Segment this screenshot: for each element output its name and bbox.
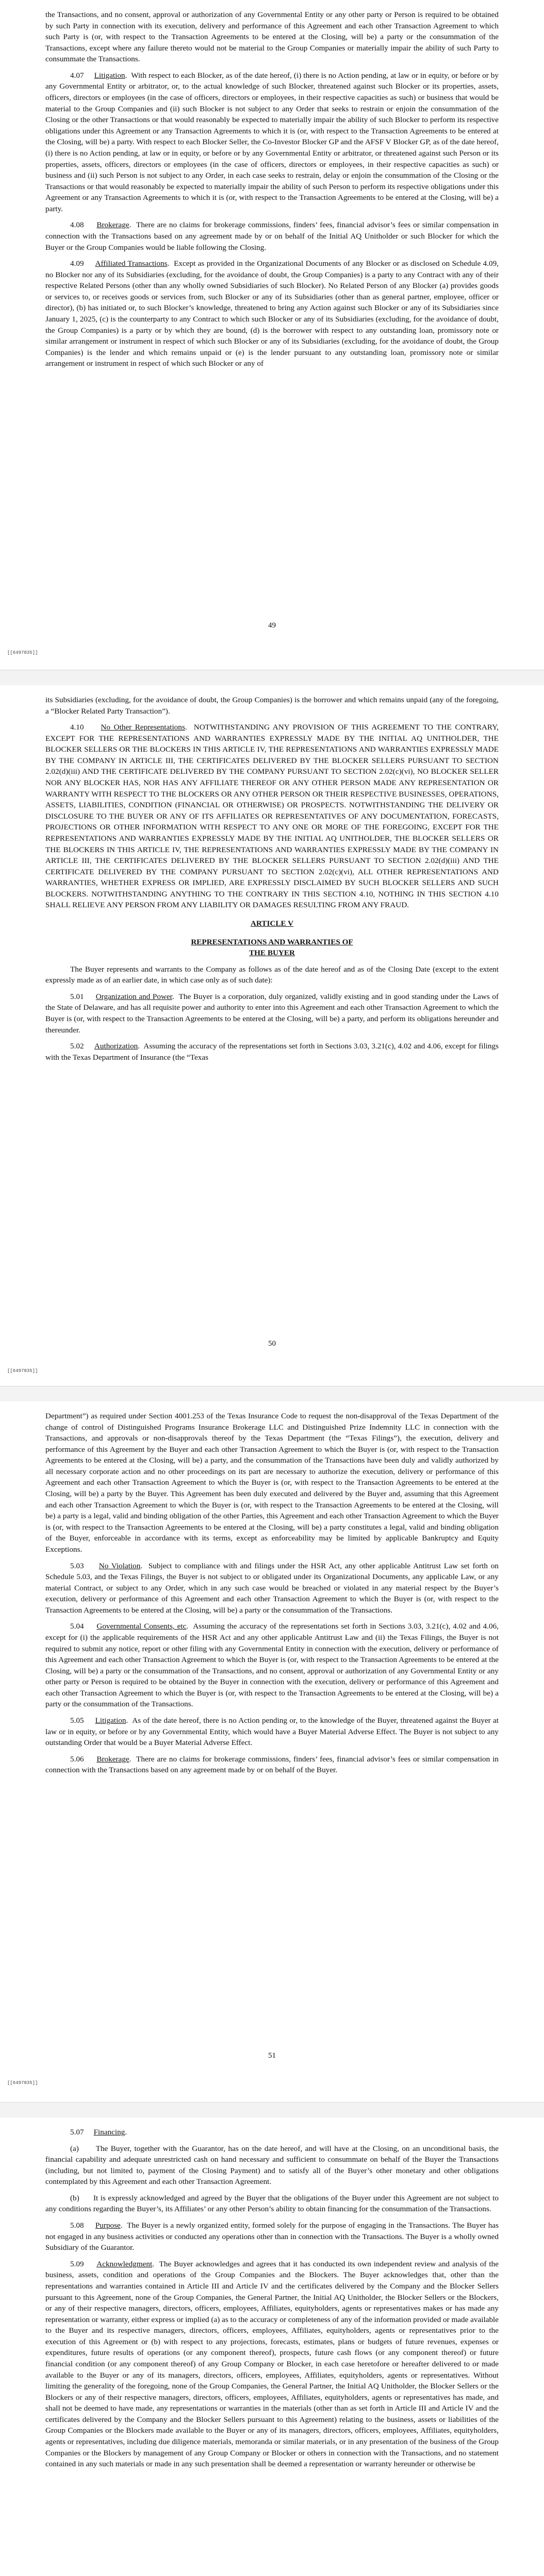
section-text: There are no claims for brokerage commissions, finders’ fees, financial advisor’s fees or similar compensation in connection with the Transactions based on any agreement made by or on behalf of the Buyer. bbox=[45, 1754, 499, 1775]
page-52 bbox=[0, 2117, 544, 2576]
section-text: NOTWITHSTANDING ANY PROVISION OF THIS AGREEMENT TO THE CONTRARY, EXCEPT FOR THE REPRESENTATIONS AND WARRANTIES EXPRESSLY MADE BY THE INITIAL AQ UNITHOLDER, THE BLOCKER SELLERS OR THE BLOCKERS IN THIS ARTICLE IV, THE REPRESENTATIONS AND WARRANTIES EXPRESSLY MADE BY THE COMPANY IN ARTICLE III, THE CERTIFICATES DELIVERED BY THE BLOCKER SELLERS PURSUANT TO SECTION 2.02(d)(iii) AND THE CERTIFICATE DELIVERED BY THE COMPANY PURSUANT TO SECTION 2.02(c)(vi), NO BLOCKER SELLER NOR ANY BLOCKER HAS, NOR HAS ANY AFFILIATE THEREOF OR ANY OTHER PERSON MADE ANY REPRESENTATION OR WARRANTY WITH RESPECT TO THE BLOCKERS OR ANY OTHER PERSON OR THEIR RESPECTIVE BUSINESSES, OPERATIONS, ASSETS, LIABILITIES, CONDITION (FINANCIAL OR OTHERWISE) OR PROSPECTS. NOTWITHSTANDING THE DELIVERY OR DISCLOSURE TO THE BUYER OR ANY OF ITS AFFILIATES OR REPRESENTATIVES OF ANY DOCUMENTATION, FORECASTS, PROJECTIONS OR OTHER INFORMATION WITH RESPECT TO ANY ONE OR MORE OF THE FOREGOING, EXCEPT FOR THE REPRESENTATIONS AND WARRANTIES EXPRESSLY MADE BY THE INITIAL AQ UNITHOLDER, THE BLOCKER SELLERS OR THE BLOCKERS IN THIS ARTICLE IV, THE REPRESENTATIONS AND WARRANTIES EXPRESSLY MADE BY THE COMPANY IN ARTICLE III, THE CERTIFICATES DELIVERED BY THE BLOCKER SELLERS PURSUANT TO SECTION 2.02(d)(iii) AND THE CERTIFICATE DELIVERED BY THE COMPANY PURSUANT TO SECTION 2.02(c)(vi), ALL OTHER REPRESENTATIONS AND WARRANTIES, WHETHER EXPRESS OR IMPLIED, ARE EXPRESSLY DISCLAIMED BY SUCH BLOCKER SELLERS AND SUCH BLOCKERS. NOTWITHSTANDING ANYTHING TO THE CONTRARY IN THIS SECTION 4.10, NOTHING IN THIS SECTION 4.10 SHALL RELIEVE ANY PERSON FROM ANY LIABILITY OR DAMAGES RESULTING FROM ANY FRAUD. bbox=[45, 723, 499, 910]
article-label: ARTICLE V bbox=[250, 919, 294, 928]
section-text: As of the date hereof, there is no Action pending or, to the knowledge of the Buyer, threatened against the Buyer at law or in equity, or before or by any Governmental Entity, which would have a Buyer Material Adverse Effect. The Buyer is not subject to any outstanding Order that would be a Buyer Material Adverse Effect. bbox=[45, 1716, 499, 1748]
section-number: 4.09 bbox=[70, 259, 84, 268]
paragraph: The Buyer represents and warrants to the Company as follows as of the date hereof and as of the Closing Date (except to the extent expressly made as of an earlier date, in which case only as of such date): bbox=[45, 964, 499, 985]
section-number: 5.08 bbox=[70, 2221, 84, 2230]
section-5-05: 5.05 Litigation. As of the date hereof, there is no Action pending or, to the knowledge of the Buyer, threatened against the Buyer at law or in equity, or before or by any Governmental Entity, which would have a Buyer Material Adverse Effect. The Buyer is not subject to any outstanding Order that would be a Buyer Material Adverse Effect. bbox=[45, 1716, 499, 1748]
page-separator bbox=[0, 1386, 544, 1402]
document-footer-id: [[6497835]] bbox=[7, 1368, 38, 1374]
subsection-b bbox=[45, 2193, 499, 2215]
section-title: Litigation bbox=[94, 71, 125, 80]
section-number: 5.04 bbox=[70, 1622, 84, 1631]
section-number: 4.10 bbox=[70, 723, 84, 732]
page-number: 50 bbox=[268, 1340, 276, 1348]
section-number: 5.06 bbox=[70, 1754, 84, 1764]
page-50-content bbox=[45, 694, 499, 1068]
section-title: Acknowledgment bbox=[96, 2259, 153, 2268]
section-5-08: 5.08 Purpose. The Buyer is a newly organized entity, formed solely for the purpose of engaging in the Transactions. The Buyer has not engaged in any business activities or conducted any operations other than in connection with the Transactions. The Buyer is a wholly owned Subsidiary of the Guarantor. bbox=[45, 2221, 499, 2252]
subsection-label: (a) bbox=[70, 2144, 79, 2153]
section-title: Organization and Power bbox=[95, 992, 172, 1001]
document-footer-id: [[6497835]] bbox=[7, 650, 38, 655]
section-number: 5.09 bbox=[70, 2259, 84, 2268]
section-5-02: 5.02 Authorization. Assuming the accuracy of the representations set forth in Sections 3.03, 3.21(c), 4.02 and 4.06, except for filings with the Texas Department of Insurance (the “Texas bbox=[45, 1042, 499, 1062]
section-title: Brokerage bbox=[96, 1754, 129, 1764]
paragraph: its Subsidiaries (excluding, for the avoidance of doubt, the Group Companies) is the borrower and which remains unpaid (any of the foregoing, a “Blocker Related Party Transaction”). bbox=[45, 696, 499, 716]
section-title: Brokerage bbox=[96, 221, 129, 230]
section-4-09: 4.09 Affiliated Transactions. Except as provided in the Organizational Documents of any Blocker or as disclosed on Schedule 4.09, no Blocker nor any of its Subsidiaries (excluding, for the avoidance of doubt, the Group Companies) is a party to any Contract with any of their respective Related Persons (other than any wholly owned Subsidiaries of such Blocker). No Related Person of any Blocker (a) provides goods or services to, or receives goods or services from, such Blocker or any of its Subsidiaries (other than as general partner, employee, officer or director), (b) has initiated or, to such Blocker’s knowledge, threatened to bring any Action against such Blocker or any of its Subsidiaries since January 1, 2025, (c) is the counterparty to any Contract to which such Blocker or any of its Subsidiaries (excluding, for the avoidance of doubt, the Group Companies) is a party or by which they are bound, (d) is the borrower with respect to any outstanding loan, promissory note or similar arrangement or instrument in respect of which such Blocker or any of its Subsidiaries (excluding, for the avoidance of doubt, the Group Companies) is the lender and which remains unpaid or (e) is the lender pursuant to any outstanding loan, promissory note or similar arrangement or instrument in respect of which such Blocker or any of bbox=[45, 259, 499, 368]
subsection-a bbox=[45, 2143, 499, 2188]
page-separator bbox=[0, 2102, 544, 2119]
paragraph: Department”) as required under Section 4001.253 of the Texas Insurance Code to request the non-disapproval of the Texas Department of the change of control of Distinguished Programs Insurance Brokerage LLC and Distinguished Prize Indemnity LLC in connection with the Transactions, and approvals or non-disapprovals thereof by the Texas Department (the “Texas Filings”), the execution, delivery and performance of this Agreement by the Buyer and each other Transaction Agreement to which the Buyer is (or, with respect to the Transaction Agreements to be entered at the Closing, will be) a party, and the consummation of the Transactions have been duly and validly authorized by all necessary corporate action and no other proceedings on its part are necessary to authorize the execution, delivery or performance of this Agreement and each other Transaction Agreement to which the Buyer is (or, with respect to the Transaction Agreements to be entered at the Closing, will be) a party by the Buyer. This Agreement has been duly executed and delivered by the Buyer and, assuming that this Agreement and each other Transaction Agreement to which the Buyer is (or, with respect to the Transaction Agreements to be entered at the Closing, will be) a party is a legal, valid and binding obligation of the other Parties, this Agreement and each other Transaction Agreement to which the Buyer is (or, with respect to the Transaction Agreements to be entered at the Closing, will be) a party constitutes a legal, valid and binding obligation of the Buyer, enforceable in accordance with its terms, except as enforceability may be limited by applicable Bankruptcy and Equity Exceptions. bbox=[45, 1412, 499, 1554]
section-title: Financing bbox=[93, 2128, 125, 2137]
page-50 bbox=[0, 685, 544, 1386]
section-4-08: 4.08 Brokerage. There are no claims for brokerage commissions, finders’ fees, financial advisor’s fees or similar compensation in connection with the Transactions based on any agreement made by or on behalf of the Initial AQ Unitholder or such Blocker for which the Buyer or the Group Companies would be liable following the Closing. bbox=[45, 221, 499, 252]
section-5-03: 5.03 No Violation. Subject to compliance with and filings under the HSR Act, any other applicable Antitrust Law set forth on Schedule 5.03, and the Texas Filings, the Buyer is not subject to or obligated under its Organizational Documents, any applicable Law, or any material Contract, or subject to any Order, which in any such case would be breached or violated in any material respect by the Buyer’s execution, delivery or performance of this Agreement and each other Transaction Agreement to which the Buyer is (or, with respect to the Transaction Agreements to be entered at the Closing, will be) a party or the consummation of the Transactions. bbox=[45, 1561, 499, 1615]
section-title: Affiliated Transactions bbox=[95, 259, 168, 268]
page-51 bbox=[0, 1401, 544, 2102]
section-text: The Buyer, together with the Guarantor, has on the date hereof, and will have at the Closing, on an unconditional basis, the financial capability and adequate unrestricted cash on hand necessary and sufficient to consummate on behalf of the Buyer the Transactions (including, but not limited to, payment of the Closing Payment) and to satisfy all of the Buyer’s other monetary and other obligations contemplated by this Agreement and each other Transaction Agreement. bbox=[45, 2144, 499, 2187]
section-title: Authorization bbox=[94, 1042, 138, 1051]
section-text: Except as provided in the Organizational Documents of any Blocker or as disclosed on Schedule 4.09, no Blocker nor any of its Subsidiaries (excluding, for the avoidance of doubt, the Group Companies) is a party to any Contract with any of their respective Related Persons (other than any wholly owned Subsidiaries of such Blocker). No Related Person of any Blocker (a) provides goods or services to, or receives goods or services from, such Blocker or any of its Subsidiaries (other than as general partner, employee, officer or director), (b) has initiated or, to such Blocker’s knowledge, threatened to bring any Action against such Blocker or any of its Subsidiaries since January 1, 2025, (c) is the counterparty to any Contract to which such Blocker or any of its Subsidiaries (excluding, for the avoidance of doubt, the Group Companies) is a party or by which they are bound, (d) is the borrower with respect to any outstanding loan, promissory note or similar arrangement or instrument in respect of which such Blocker or any of its Subsidiaries (excluding, for the avoidance of doubt, the Group Companies) is the lender and which remains unpaid or (e) is the lender pursuant to any outstanding loan, promissory note or similar arrangement or instrument in respect of which such Blocker or any of bbox=[45, 259, 499, 368]
section-4-07: 4.07 Litigation. With respect to each Blocker, as of the date hereof, (i) there is no Action pending, at law or in equity, or before or by any Governmental Entity or arbitrator, or, to the actual knowledge of such Blocker, threatened against such Blocker or its properties, assets, officers, directors or employees (in the case of officers, directors or employees, in their respective capacities as such) or business that would be material to the Group Companies and (ii) such Blocker is not subject to any Order that seeks to restrain or enjoin the consummation of the Closing or the other Transactions or that would reasonably be expected to materially impair the ability of such Blocker to perform its respective obligations under this Agreement or any Transaction Agreements to which it is (or, with respect to the Transaction Agreements to be entered at the Closing, will be) a party. With respect to each Blocker Seller, the Co-Investor Blocker GP and the AFSF V Blocker GP, as of the date hereof, (i) there is no Action pending, at law or in equity, or before or by any Governmental Entity or arbitrator, or threatened against such Person or its properties, assets, officers, directors or employees (in the case of officers, directors or employees, in their respective capacities as such) or business and (ii) such Person is not subject to any Order, in each case seeks to restrain, delay or enjoin the consummation of the Closing or the Transactions or that would reasonably be expected to materially impair the ability of such Person to perform its respective obligations under this Agreement or any Transaction Agreements to which it is (or, with respect to the Transaction Agreements to be entered at the Closing, will be) a party. bbox=[45, 71, 499, 213]
section-text: The Buyer is a corporation, duly organized, validly existing and in good standing under the Laws of the State of Delaware, and has all requisite power and authority to enter into this Agreement and each other Transaction Agreement to which the Buyer is (or, with respect to the Transaction Agreements to be entered at the Closing, will be) a party, and perform its obligations hereunder and thereunder. bbox=[45, 992, 499, 1035]
page-number: 49 bbox=[268, 621, 276, 630]
section-text: There are no claims for brokerage commissions, finders’ fees, financial advisor’s fees or similar compensation in connection with the Transactions based on any agreement made by or on behalf of the Initial AQ Unitholder or such Blocker for which the Buyer or the Group Companies would be liable following the Closing. bbox=[45, 221, 499, 252]
page-49-content bbox=[45, 9, 499, 375]
paragraph: the Transactions, and no consent, approval or authorization of any Governmental Entity or any other party or Person is required to be obtained by such Party in connection with its execution, delivery and performance of this Agreement and each other Transaction Agreement to which such Party is (or, with respect to the Transaction Agreements to be entered at the Closing, will be) a party or the consummation of the Transactions, except where any failure thereto would not be material to the Group Companies or materially impair the ability of such Party to consummate the Transactions. bbox=[45, 10, 499, 64]
section-5-04: 5.04 Governmental Consents, etc. Assuming the accuracy of the representations set forth in Sections 3.03, 3.21(c), 4.02 and 4.06, except for (i) the applicable requirements of the HSR Act and any other applicable Antitrust Law and (ii) the Texas Filings, the Buyer is not required to submit any notice, report or other filing with any Governmental Entity in connection with the execution, delivery or performance of this Agreement and each other Transaction Agreement to which the Buyer is (or, with respect to the Transaction Agreements to be entered at the Closing, will be) a party or the consummation of the Transactions, and no consent, approval or authorization of any Governmental Entity or any other party or Person is required to be obtained by the Buyer in connection with the execution, delivery or performance of this Agreement and each other Transaction Agreement to which the Buyer is (or, with respect to the Transaction Agreements to be entered at the Closing, will be) a party or the consummation of the Transactions. bbox=[45, 1622, 499, 1709]
section-text: Assuming the accuracy of the representations set forth in Sections 3.03, 3.21(c), 4.02 and 4.06, except for (i) the applicable requirements of the HSR Act and any other applicable Antitrust Law and (ii) the Texas Filings, the Buyer is not required to submit any notice, report or other filing with any Governmental Entity in connection with the execution, delivery or performance of this Agreement and each other Transaction Agreement to which the Buyer is (or, with respect to the Transaction Agreements to be entered at the Closing, will be) a party or the consummation of the Transactions, and no consent, approval or authorization of any Governmental Entity or any other party or Person is required to be obtained by the Buyer in connection with the execution, delivery or performance of this Agreement and each other Transaction Agreement to which the Buyer is (or, with respect to the Transaction Agreements to be entered at the Closing, will be) a party or the consummation of the Transactions. bbox=[45, 1622, 499, 1709]
section-5-09: 5.09 Acknowledgment. The Buyer acknowledges and agrees that it has conducted its own independent review and analysis of the business, assets, condition and operations of the Group Companies and the Blockers. The Buyer acknowledges that, other than the representations and warranties contained in Article III and Article IV and the certificates delivered by the Company and the Blocker Sellers pursuant to this Agreement, none of the Group Companies, the General Partner, the Initial AQ Unitholder, the Blocker Sellers or the Blockers, or any of their respective managers, directors, officers, employees, Affiliates, equityholders, agents or representatives makes or has made any representation or warranty, either express or implied (a) as to the accuracy or completeness of any of the information provided or made available to the Buyer and its respective managers, directors, officers, employees, Affiliates, equityholders, agents or representatives prior to the execution of this Agreement or (b) with respect to any projections, forecasts, estimates, plans or budgets of future revenues, expenses or expenditures, future results of operations (or any component thereof), prospects, future cash flows (or any component thereof) or future financial condition (or any component thereof) of any Group Company or Blocker, in each case heretofore or hereafter delivered to or made available to the Buyer or any of its managers, directors, officers, employees, Affiliates, equityholders, agents or representatives. Without limiting the generality of the foregoing, none of the Group Companies, the General Partner, the Initial AQ Unitholder, the Blocker Sellers or the Blockers or any of their respective managers, directors, officers, employees, Affiliates, equityholders, agents or representatives has made, and shall not be deemed to have made, any representations or warranties in the materials (other than as set forth in Article III and Article IV and the certificates delivered by the Company and the Blocker Sellers pursuant to this Agreement) relating to the business, assets or liabilities of the Group Companies or the Blockers made available to the Buyer or any of its managers, directors, officers, employees, Affiliates, equityholders, agents or representatives, including due diligence materials, memoranda or similar materials, or in any presentation of the business of the Group Companies or the Blockers by management of any Group Company or Blocker or others in connection with the Transactions, and no statement contained in any such materials or made in any such presentation shall be deemed a representation or warranty hereunder or otherwise be bbox=[45, 2259, 499, 2469]
section-title: Litigation bbox=[95, 1716, 126, 1725]
page-49 bbox=[0, 0, 544, 670]
section-text: With respect to each Blocker, as of the date hereof, (i) there is no Action pending, at law or in equity, or before or by any Governmental Entity or arbitrator, or, to the actual knowledge of such Blocker, threatened against such Blocker or its properties, assets, officers, directors or employees (in the case of officers, directors or employees, in their respective capacities as such) or business that would be material to the Group Companies and (ii) such Blocker is not subject to any Order that seeks to restrain or enjoin the consummation of the Closing or the other Transactions or that would reasonably be expected to materially impair the ability of such Blocker to perform its respective obligations under this Agreement or any Transaction Agreements to which it is (or, with respect to the Transaction Agreements to be entered at the Closing, will be) a party. With respect to each Blocker Seller, the Co-Investor Blocker GP and the AFSF V Blocker GP, as of the date hereof, (i) there is no Action pending, at law or in equity, or before or by any Governmental Entity or arbitrator, or threatened against such Person or its properties, assets, officers, directors or employees (in the case of officers, directors or employees, in their respective capacities as such) or business and (ii) such Person is not subject to any Order, in each case seeks to restrain, delay or enjoin the consummation of the Closing or the Transactions or that would reasonably be expected to materially impair the ability of such Person to perform its respective obligations under this Agreement or any Transaction Agreements to which it is (or, with respect to the Transaction Agreements to be entered at the Closing, will be) a party. bbox=[45, 71, 499, 213]
section-text: Assuming the accuracy of the representations set forth in Sections 3.03, 3.21(c), 4.02 and 4.06, except for filings with the Texas Department of Insurance (the “Texas bbox=[45, 1042, 499, 1062]
section-title: No Other Representations bbox=[101, 723, 185, 732]
section-5-07: 5.07 Financing. bbox=[70, 2128, 127, 2137]
section-5-06: 5.06 Brokerage. There are no claims for brokerage commissions, finders’ fees, financial advisor’s fees or similar compensation in connection with the Transactions based on any agreement made by or on behalf of the Buyer. bbox=[45, 1754, 499, 1775]
section-text: The Buyer is a newly organized entity, formed solely for the purpose of engaging in the Transactions. The Buyer has not engaged in any business activities or conducted any operations other than in connection with the Transactions. The Buyer is a wholly owned Subsidiary of the Guarantor. bbox=[45, 2221, 499, 2252]
section-text: The Buyer acknowledges and agrees that it has conducted its own independent review and analysis of the business, assets, condition and operations of the Group Companies and the Blockers. The Buyer acknowledges that, other than the representations and warranties contained in Article III and Article IV and the certificates delivered by the Company and the Blocker Sellers pursuant to this Agreement, none of the Group Companies, the General Partner, the Initial AQ Unitholder, the Blocker Sellers or the Blockers, or any of their respective managers, directors, officers, employees, Affiliates, equityholders, agents or representatives makes or has made any representation or warranty, either express or implied (a) as to the accuracy or completeness of any of the information provided or made available to the Buyer and its respective managers, directors, officers, employees, Affiliates, equityholders, agents or representatives prior to the execution of this Agreement or (b) with respect to any projections, forecasts, estimates, plans or budgets of future revenues, expenses or expenditures, future results of operations (or any component thereof), prospects, future cash flows (or any component thereof) or future financial condition (or any component thereof) of any Group Company or Blocker, in each case heretofore or hereafter delivered to or made available to the Buyer or any of its managers, directors, officers, employees, Affiliates, equityholders, agents or representatives. Without limiting the generality of the foregoing, none of the Group Companies, the General Partner, the Initial AQ Unitholder, the Blocker Sellers or the Blockers or any of their respective managers, directors, officers, employees, Affiliates, equityholders, agents or representatives has made, and shall not be deemed to have made, any representations or warranties in the materials (other than as set forth in Article III and Article IV and the certificates delivered by the Company and the Blocker Sellers pursuant to this Agreement) relating to the business, assets or liabilities of the Group Companies or the Blockers made available to the Buyer or any of its managers, directors, officers, employees, Affiliates, equityholders, agents or representatives, including due diligence materials, memoranda or similar materials, or in any presentation of the business of the Group Companies or the Blockers by management of any Group Company or Blocker or others in connection with the Transactions, and no statement contained in any such materials or made in any such presentation shall be deemed a representation or warranty hereunder or otherwise be bbox=[45, 2259, 499, 2469]
document-footer-id: [[6497835]] bbox=[7, 2080, 38, 2086]
page-number: 51 bbox=[268, 2052, 276, 2060]
section-number: 5.03 bbox=[70, 1561, 84, 1570]
section-title: Governmental Consents, etc bbox=[96, 1622, 187, 1631]
section-4-10: 4.10 No Other Representations. NOTWITHSTANDING ANY PROVISION OF THIS AGREEMENT TO THE CONTRARY, EXCEPT FOR THE REPRESENTATIONS AND WARRANTIES EXPRESSLY MADE BY THE INITIAL AQ UNITHOLDER, THE BLOCKER SELLERS OR THE BLOCKERS IN THIS ARTICLE IV, THE REPRESENTATIONS AND WARRANTIES EXPRESSLY MADE BY THE COMPANY IN ARTICLE III, THE CERTIFICATES DELIVERED BY THE BLOCKER SELLERS PURSUANT TO SECTION 2.02(d)(iii) AND THE CERTIFICATE DELIVERED BY THE COMPANY PURSUANT TO SECTION 2.02(c)(vi), NO BLOCKER SELLER NOR ANY BLOCKER HAS, NOR HAS ANY AFFILIATE THEREOF OR ANY OTHER PERSON MADE ANY REPRESENTATION OR WARRANTY WITH RESPECT TO THE BLOCKERS OR ANY OTHER PERSON OR THEIR RESPECTIVE BUSINESSES, OPERATIONS, ASSETS, LIABILITIES, CONDITION (FINANCIAL OR OTHERWISE) OR PROSPECTS. NOTWITHSTANDING THE DELIVERY OR DISCLOSURE TO THE BUYER OR ANY OF ITS AFFILIATES OR REPRESENTATIVES OF ANY DOCUMENTATION, FORECASTS, PROJECTIONS OR OTHER INFORMATION WITH RESPECT TO ANY ONE OR MORE OF THE FOREGOING, EXCEPT FOR THE REPRESENTATIONS AND WARRANTIES EXPRESSLY MADE BY THE INITIAL AQ UNITHOLDER, THE BLOCKER SELLERS OR THE BLOCKERS IN THIS ARTICLE IV, THE REPRESENTATIONS AND WARRANTIES EXPRESSLY MADE BY THE COMPANY IN ARTICLE III, THE CERTIFICATES DELIVERED BY THE BLOCKER SELLERS PURSUANT TO SECTION 2.02(d)(iii) AND THE CERTIFICATE DELIVERED BY THE COMPANY PURSUANT TO SECTION 2.02(c)(vi), ALL OTHER REPRESENTATIONS AND WARRANTIES, WHETHER EXPRESS OR IMPLIED, ARE EXPRESSLY DISCLAIMED BY SUCH BLOCKER SELLERS AND SUCH BLOCKERS. NOTWITHSTANDING ANYTHING TO THE CONTRARY IN THIS SECTION 4.10, NOTHING IN THIS SECTION 4.10 SHALL RELIEVE ANY PERSON FROM ANY LIABILITY OR DAMAGES RESULTING FROM ANY FRAUD. bbox=[45, 723, 499, 910]
page-51-content bbox=[45, 1411, 499, 1781]
section-5-01: 5.01 Organization and Power. The Buyer is a corporation, duly organized, validly existing and in good standing under the Laws of the State of Delaware, and has all requisite power and authority to enter into this Agreement and each other Transaction Agreement to which the Buyer is (or, with respect to the Transaction Agreements to be entered at the Closing, will be) a party, and perform its obligations hereunder and thereunder. bbox=[45, 992, 499, 1035]
section-text: It is expressly acknowledged and agreed by the Buyer that the obligations of the Buyer under this Agreement are not subject to any conditions regarding the Buyer’s, its Affiliates’ or any other Person’s ability to obtain financing for the consummation of the Transactions. bbox=[45, 2193, 499, 2214]
page-separator bbox=[0, 670, 544, 686]
section-number: 5.05 bbox=[70, 1716, 84, 1725]
section-title: Purpose bbox=[95, 2221, 121, 2230]
section-number: 4.07 bbox=[70, 71, 84, 80]
section-number: 4.08 bbox=[70, 221, 84, 230]
section-title: No Violation bbox=[98, 1561, 141, 1570]
subsection-label: (b) bbox=[70, 2193, 79, 2202]
article-title: REPRESENTATIONS AND WARRANTIES OF bbox=[191, 937, 353, 946]
section-number: 5.01 bbox=[70, 992, 84, 1001]
section-number: 5.02 bbox=[70, 1042, 84, 1051]
page-52-content bbox=[45, 2127, 499, 2475]
section-number: 5.07 bbox=[70, 2128, 84, 2137]
article-subtitle: THE BUYER bbox=[249, 948, 295, 958]
section-text: Subject to compliance with and filings under the HSR Act, any other applicable Antitrust Law set forth on Schedule 5.03, and the Texas Filings, the Buyer is not subject to or obligated under its Organizational Documents, any applicable Law, or any material Contract, or subject to any Order, which in any such case would be breached or violated in any material respect by the Buyer’s execution, delivery or performance of this Agreement and each other Transaction Agreement to which the Buyer is (or, with respect to the Transaction Agreements to be entered at the Closing, will be) a party or the consummation of the Transactions. bbox=[45, 1561, 499, 1615]
